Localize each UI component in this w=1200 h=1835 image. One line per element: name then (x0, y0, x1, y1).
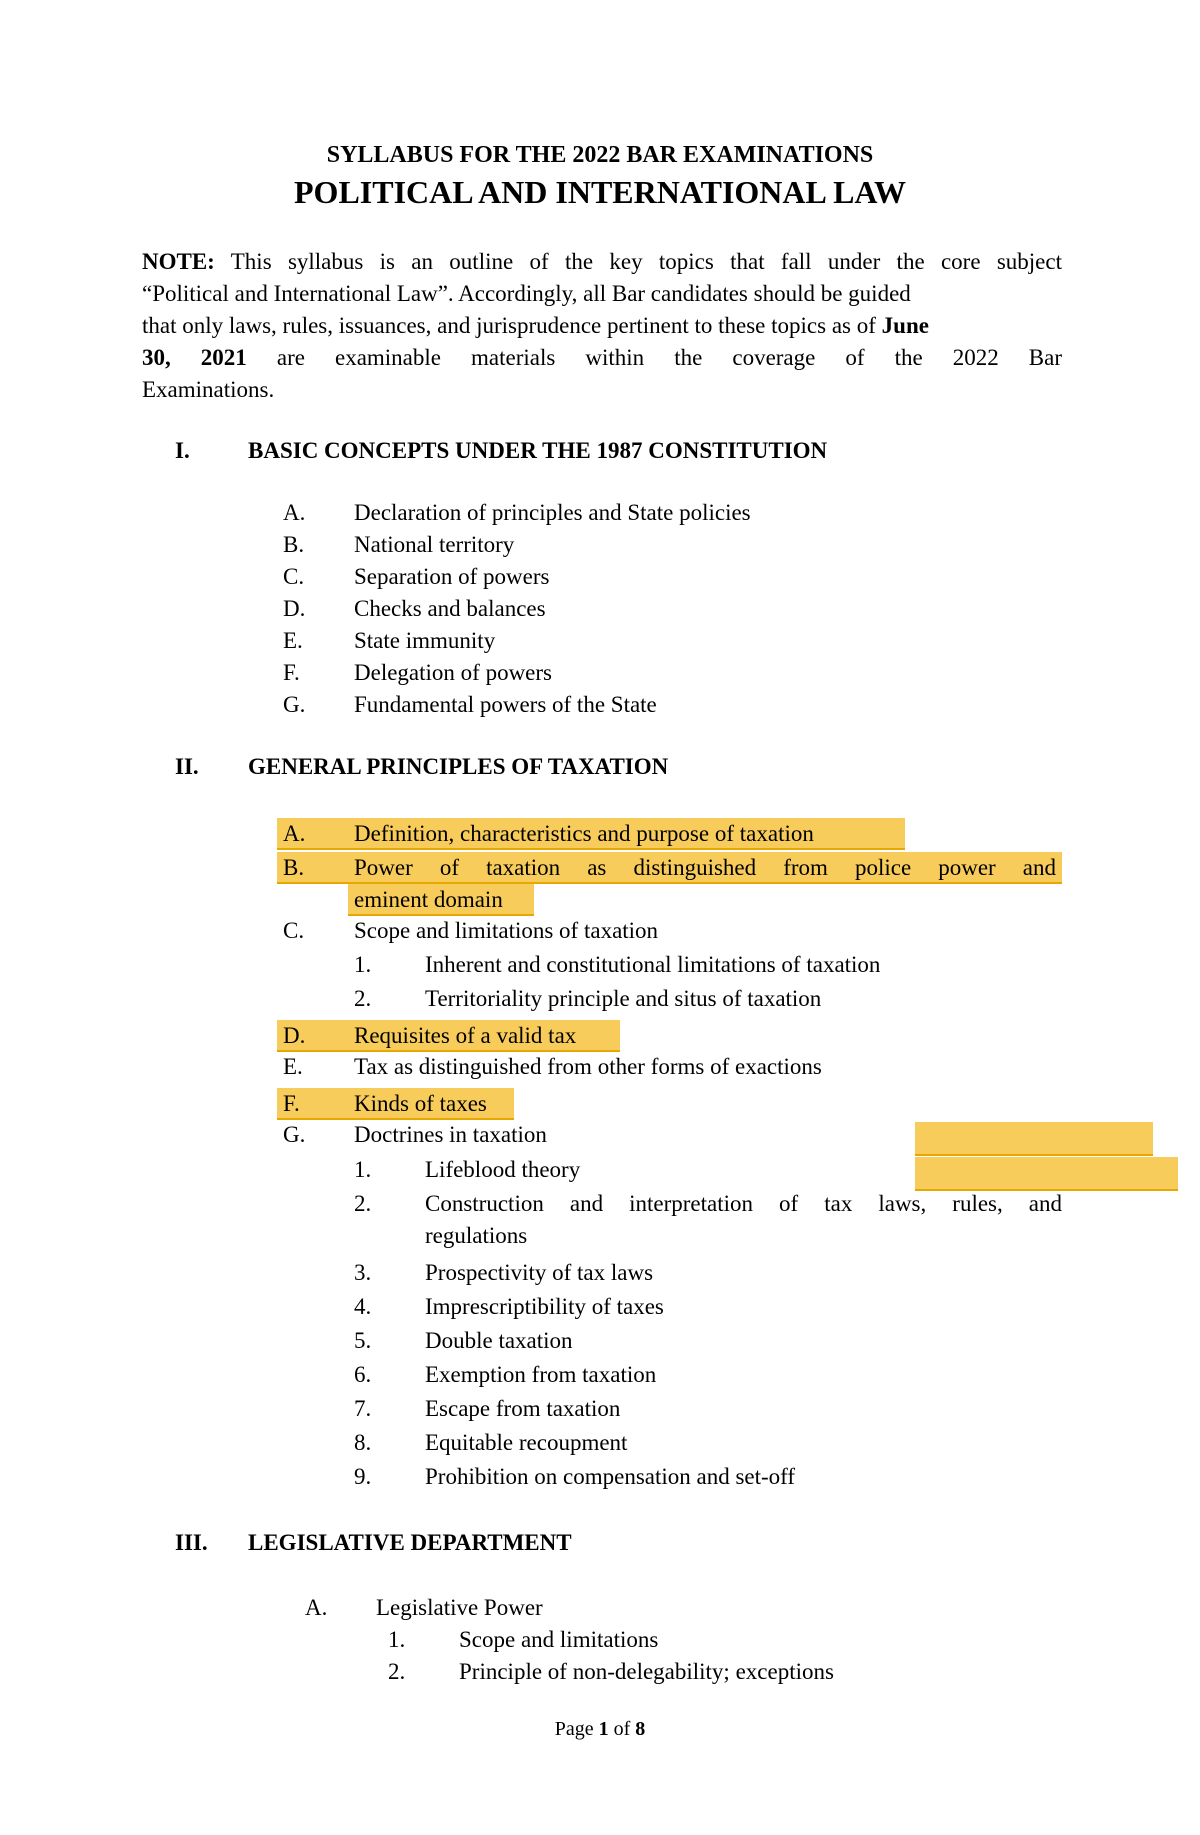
syllabus-title: SYLLABUS FOR THE 2022 BAR EXAMINATIONS (326, 142, 874, 168)
sub-item: Imprescriptibility of taxes (425, 1294, 664, 1319)
sub-item-number: 1. (354, 952, 372, 977)
note-line-3: that only laws, rules, issuances, and jurisprudence pertinent to these topics as of June (142, 313, 929, 338)
list-item-letter: G. (283, 692, 306, 717)
sub-item: Double taxation (425, 1328, 573, 1353)
list-item-letter: D. (283, 1023, 306, 1048)
list-item-letter: A. (283, 500, 306, 525)
section-1-number: I. (175, 438, 190, 463)
list-item: National territory (354, 532, 515, 557)
current-page: 1 (598, 1718, 609, 1740)
highlighted-item-a (277, 818, 905, 850)
sub-item-number: 3. (354, 1260, 372, 1285)
sub-item: Escape from taxation (425, 1396, 621, 1421)
sub-item-number: 2. (354, 1191, 372, 1216)
sub-item: Equitable recoupment (425, 1430, 628, 1455)
sub-item: Prohibition on compensation and set-off (425, 1464, 796, 1489)
list-item: Scope and limitations of taxation (354, 918, 659, 943)
section-3-number: III. (175, 1530, 208, 1555)
sub-item-number: 8. (354, 1430, 372, 1455)
section-3-title: LEGISLATIVE DEPARTMENT (248, 1530, 572, 1555)
list-item-letter: E. (283, 1054, 303, 1079)
sub-item-continuation: regulations (425, 1223, 528, 1248)
list-item: Requisites of a valid tax (354, 1023, 577, 1048)
section-2-number: II. (175, 754, 199, 779)
list-item: Delegation of powers (354, 660, 552, 685)
list-item: Legislative Power (376, 1595, 543, 1620)
note-line-2: “Political and International Law”. Accordingly, all Bar candidates should be guided (142, 281, 911, 306)
section-2-title: GENERAL PRINCIPLES OF TAXATION (248, 754, 669, 779)
note-line-4: 30, 2021 are examinable materials within the coverage of the 2022 Bar (142, 345, 1063, 370)
list-item: Fundamental powers of the State (354, 692, 657, 717)
list-item-letter: F. (283, 660, 300, 685)
list-item-letter: F. (283, 1091, 300, 1116)
sub-item: Inherent and constitutional limitations of taxation (425, 952, 881, 977)
sub-item-number: 6. (354, 1362, 372, 1387)
sub-item-number: 4. (354, 1294, 372, 1319)
sub-item-number: 1. (354, 1157, 372, 1182)
sub-item-number: 7. (354, 1396, 372, 1421)
list-item: Definition, characteristics and purpose of taxation (354, 821, 814, 846)
sub-item-number: 9. (354, 1464, 372, 1489)
note-paragraph (142, 246, 1062, 406)
list-item: Separation of powers (354, 564, 550, 589)
sub-item-number: 1. (388, 1627, 406, 1652)
list-item: Kinds of taxes (354, 1091, 487, 1116)
section-1-title: BASIC CONCEPTS UNDER THE 1987 CONSTITUTION (248, 438, 828, 463)
list-item-letter: C. (283, 918, 305, 943)
list-item-letter: B. (283, 532, 305, 557)
list-item-letter: B. (283, 855, 305, 880)
list-item-letter: D. (283, 596, 306, 621)
page-number-footer: Page 1 of 8 (554, 1718, 646, 1740)
note-date-part2: 30, 2021 (142, 345, 247, 370)
list-item: Checks and balances (354, 596, 546, 621)
note-emphasis: Accordingly, all Bar candidates should be guided (458, 281, 911, 306)
list-item: Declaration of principles and State policies (354, 500, 751, 525)
sub-item: Prospectivity of tax laws (425, 1260, 654, 1285)
highlighted-item-f (277, 1088, 514, 1120)
list-item-letter: E. (283, 628, 303, 653)
stray-highlight-mark (915, 1157, 1178, 1191)
stray-highlight-mark (915, 1122, 1153, 1156)
list-item-letter: C. (283, 564, 305, 589)
total-pages: 8 (635, 1718, 646, 1740)
note-line-1: NOTE: This syllabus is an outline of the key topics that fall under the core subject (142, 249, 1062, 274)
sub-item-number: 2. (354, 986, 372, 1011)
list-item: Tax as distinguished from other forms of exactions (354, 1054, 822, 1079)
sub-item: Scope and limitations (459, 1627, 659, 1652)
note-line-5: Examinations. (142, 377, 275, 402)
highlighted-item-b (277, 852, 1062, 916)
sub-item: Lifeblood theory (425, 1157, 581, 1182)
list-item-letter: A. (283, 821, 306, 846)
note-label: NOTE: (142, 249, 215, 274)
sub-item-number: 5. (354, 1328, 372, 1353)
sub-item: Territoriality principle and situs of taxation (425, 986, 822, 1011)
sub-item: Exemption from taxation (425, 1362, 657, 1387)
list-item-continuation: eminent domain (354, 887, 503, 912)
list-item: State immunity (354, 628, 496, 653)
list-item: Doctrines in taxation (354, 1122, 547, 1147)
list-item-letter: A. (305, 1595, 328, 1620)
sub-item: Principle of non-delegability; exceptions (459, 1659, 834, 1684)
note-date-part1: June (881, 313, 929, 338)
list-item: Power of taxation as distinguished from police power and (354, 855, 1056, 880)
highlighted-item-d (277, 1020, 620, 1052)
sub-item: Construction and interpretation of tax laws, rules, and (425, 1191, 1062, 1216)
sub-item-number: 2. (388, 1659, 406, 1684)
list-item-letter: G. (283, 1122, 306, 1147)
subject-title: POLITICAL AND INTERNATIONAL LAW (294, 174, 906, 210)
